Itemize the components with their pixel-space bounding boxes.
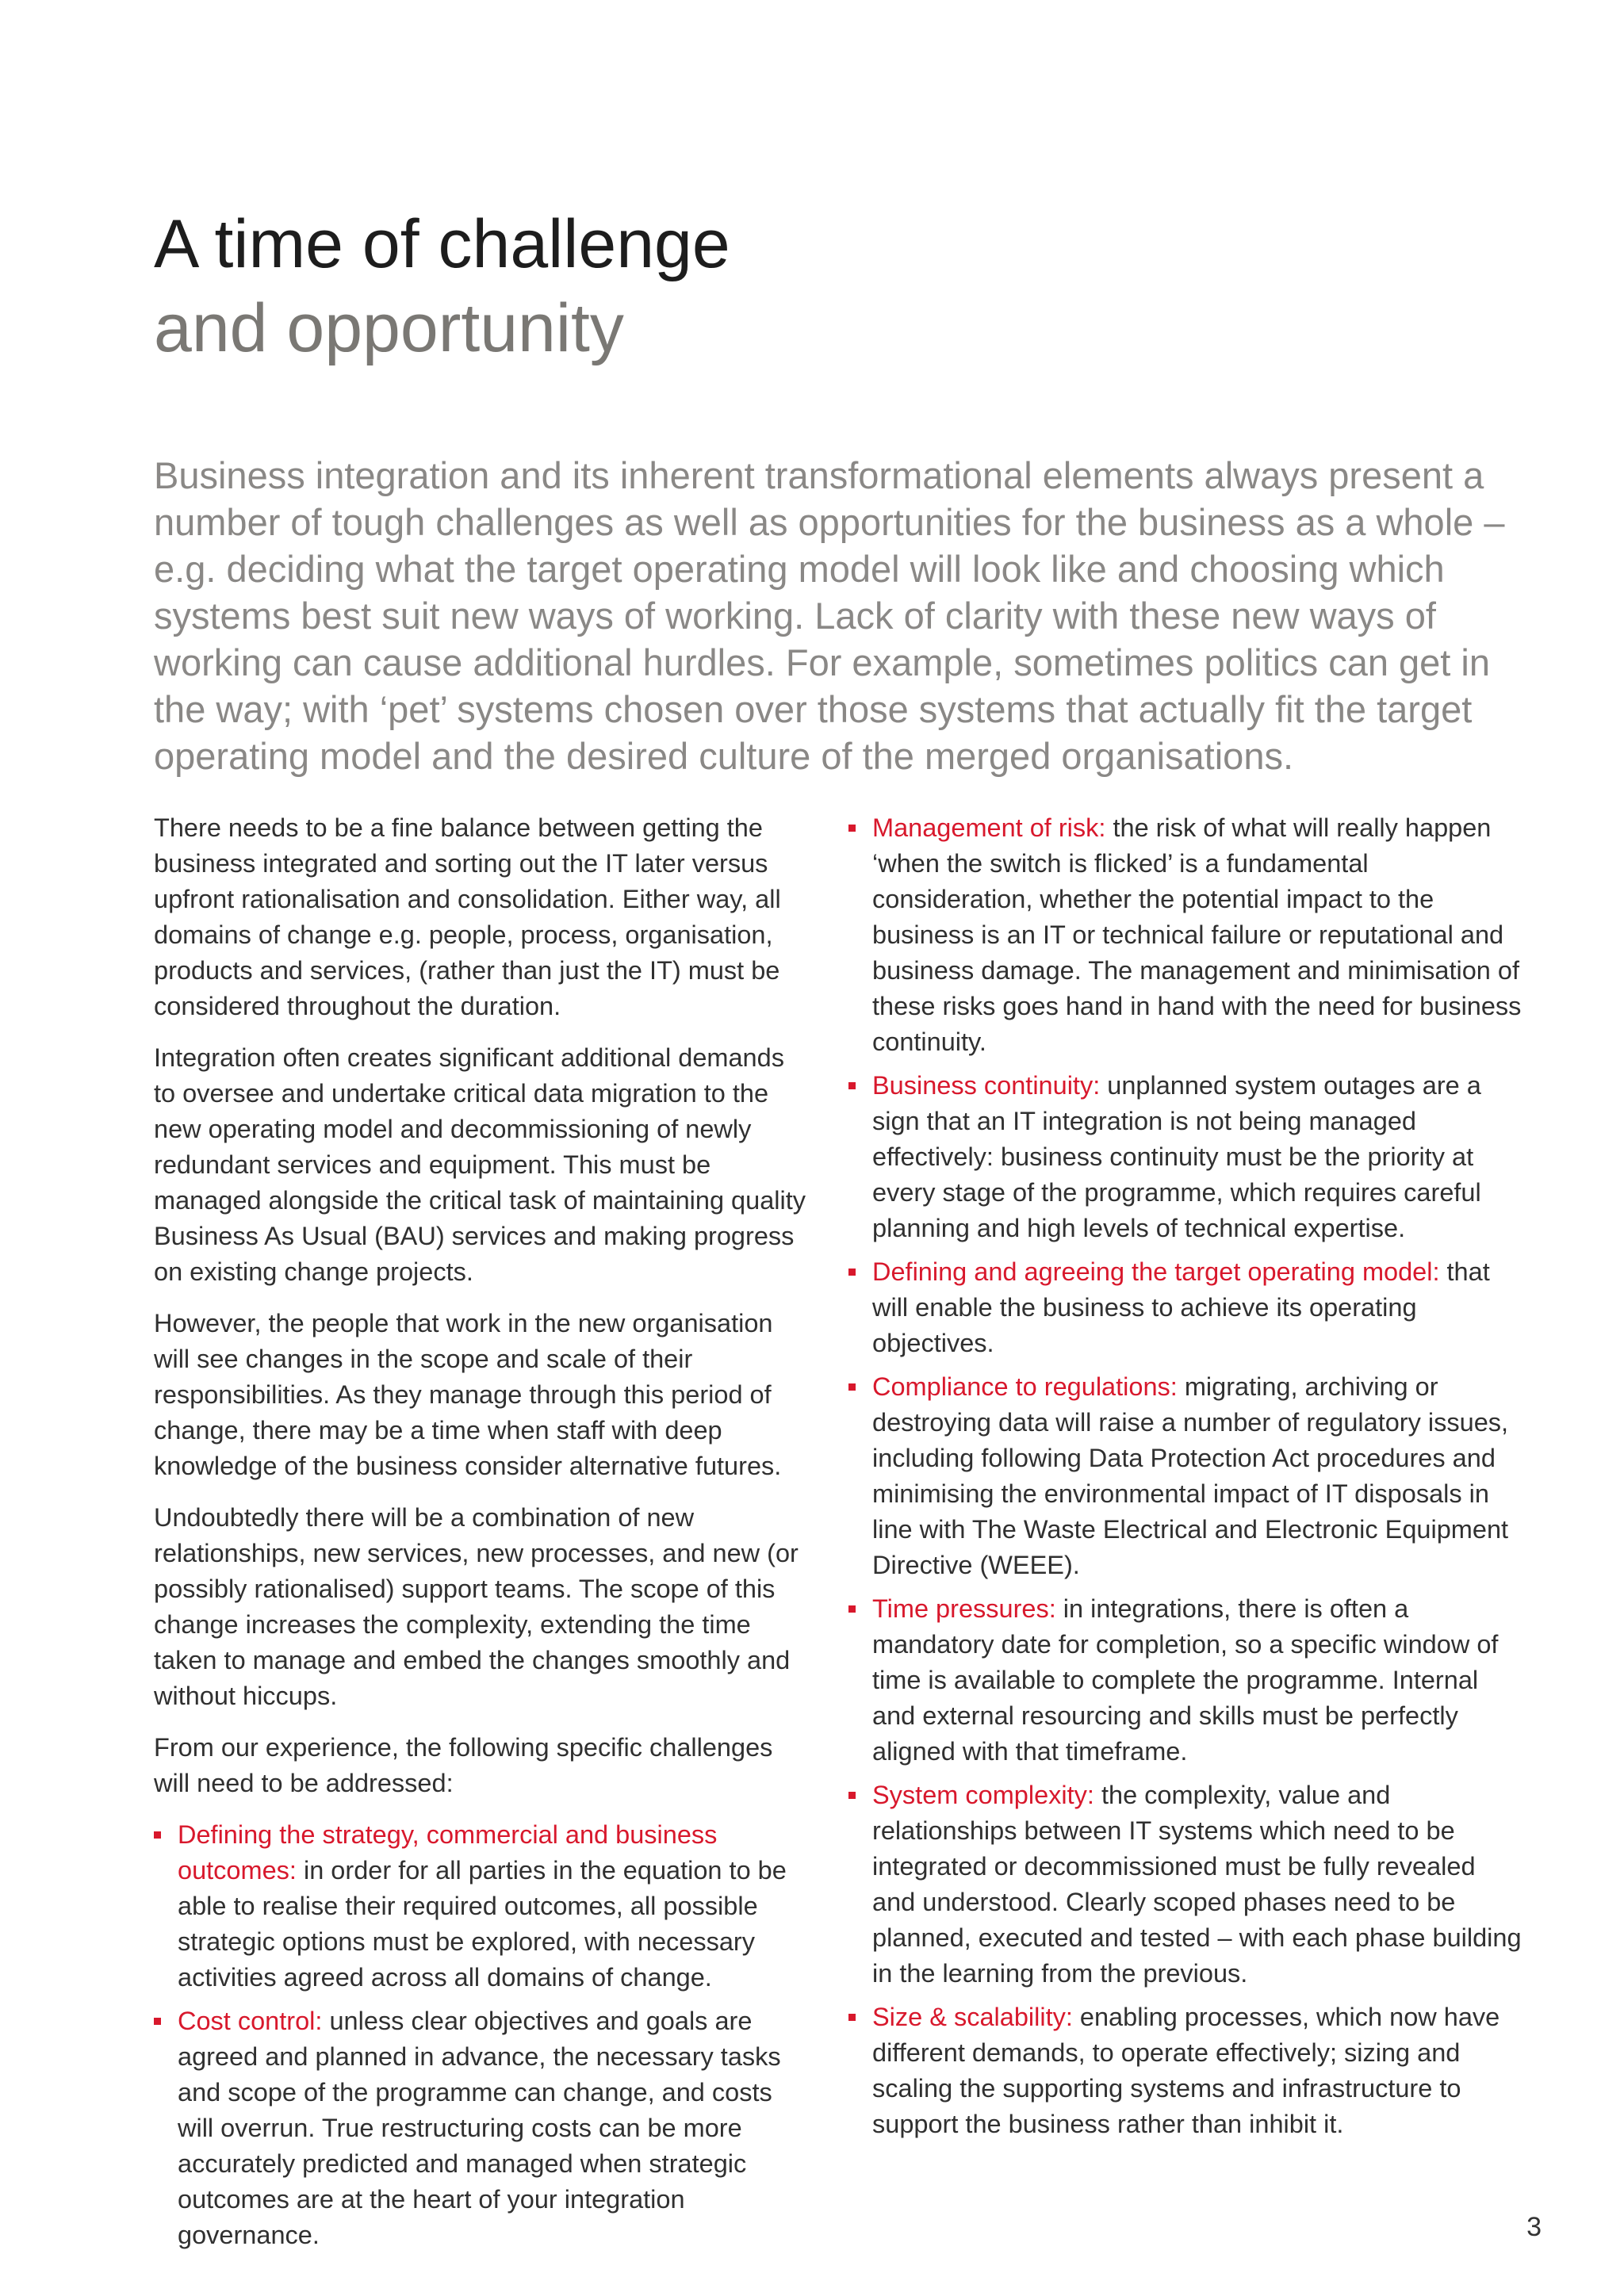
challenge-item xyxy=(154,1817,812,1996)
body-paragraph: Integration often creates significant additional demands to oversee and undertake critical data migration to the new operating model and decommissioning of newly redundant services and equipment. This must be managed alongside the critical task of maintaining quality Business As Usual (BAU) services and making progress on existing change projects. xyxy=(154,1043,806,1286)
challenge-term: System complexity: xyxy=(872,1781,1094,1809)
challenge-text: that will enable the business to achieve its operating objectives. xyxy=(872,1257,1490,1357)
challenge-text: unplanned system outages are a sign that an IT integration is not being managed effectively: business continuity must be the priority at every stage of the programme, which requires careful planning and high levels of technical expertise. xyxy=(872,1071,1481,1242)
challenge-item xyxy=(848,1068,1522,1246)
page-title xyxy=(154,202,730,370)
challenge-list-left xyxy=(154,1817,812,2253)
square-bullet-icon xyxy=(848,1605,856,1613)
left-column xyxy=(154,810,812,2261)
challenge-term: Management of risk: xyxy=(872,813,1106,842)
square-bullet-icon xyxy=(848,1082,856,1089)
challenge-text: the risk of what will really happen ‘when the switch is flicked’ is a fundamental consideration, whether the potential impact to the business is an IT or technical failure or reputational and business damage. The management and minimisation of these risks goes hand in hand with the need for business continuity. xyxy=(872,813,1522,1056)
challenge-term: Defining and agreeing the target operating model: xyxy=(872,1257,1440,1286)
challenge-item xyxy=(154,2003,812,2253)
challenge-term: Cost control: xyxy=(178,2007,323,2035)
challenge-term: Defining the strategy, commercial and business outcomes: xyxy=(178,1820,718,1885)
square-bullet-icon xyxy=(848,1269,856,1276)
body-paragraph: From our experience, the following specific challenges will need to be addressed: xyxy=(154,1733,773,1797)
challenge-text: in order for all parties in the equation to be able to realise their required outcomes, all possible strategic options must be explored, with necessary activities agreed across all domains of change. xyxy=(178,1856,787,1992)
challenge-term: Size & scalability: xyxy=(872,2003,1073,2031)
body-paragraph: Undoubtedly there will be a combination of new relationships, new services, new processes, and new (or possibly rationalised) support teams. The scope of this change increases the complexity, extending the time taken to manage and embed the changes smoothly and without hiccups. xyxy=(154,1503,799,1710)
challenge-text: enabling processes, which now have different demands, to operate effectively; sizing and scaling the supporting systems and infrastructure to support the business rather than inhibit it. xyxy=(872,2003,1500,2138)
square-bullet-icon xyxy=(848,2014,856,2021)
challenge-term: Compliance to regulations: xyxy=(872,1372,1178,1401)
right-column xyxy=(848,810,1522,2150)
challenge-item xyxy=(848,1369,1522,1583)
challenge-text: migrating, archiving or destroying data will raise a number of regulatory issues, including following Data Protection Act procedures and minimising the environmental impact of IT disposals in line with The Waste Electrical and Electronic Equipment Directive (WEEE). xyxy=(872,1372,1509,1579)
square-bullet-icon xyxy=(848,825,856,832)
challenge-text: unless clear objectives and goals are agreed and planned in advance, the necessary tasks and scope of the programme can change, and costs will overrun. True restructuring costs can be more accurately predicted and managed when strategic outcomes are at the heart of your integration governance. xyxy=(178,2007,781,2249)
body-paragraph: There needs to be a fine balance between getting the business integrated and sorting out the IT later versus upfront rationalisation and consolidation. Either way, all domains of change e.g. people, process, organisation, products and services, (rather than just the IT) must be considered throughout the duration. xyxy=(154,813,781,1020)
square-bullet-icon xyxy=(848,1792,856,1799)
challenge-term: Time pressures: xyxy=(872,1594,1056,1623)
challenge-item xyxy=(848,1777,1522,1992)
body-paragraph: However, the people that work in the new organisation will see changes in the scope and scale of their responsibilities. As they manage through this period of change, there may be a time when staff with deep knowledge of the business consider alternative futures. xyxy=(154,1309,782,1480)
challenge-list-right xyxy=(848,810,1522,2142)
intro-paragraph: Business integration and its inherent transformational elements always present a number of tough challenges as well as opportunities for the business as a whole – e.g. deciding what the target operating model will look like and choosing which systems best suit new ways of working. Lack of clarity with these new ways of working can cause additional hurdles. For example, sometimes politics can get in the way; with ‘pet’ systems chosen over those systems that actually fit the target operating model and the desired culture of the merged organisations. xyxy=(154,454,1505,777)
challenge-text: the complexity, value and relationships between IT systems which need to be integrated or decommissioned must be fully revealed and understood. Clearly scoped phases need to be planned, executed and tested – with each phase building in the learning from the previous. xyxy=(872,1781,1522,1988)
square-bullet-icon xyxy=(154,1831,161,1839)
challenge-term: Business continuity: xyxy=(872,1071,1101,1100)
challenge-item xyxy=(848,1254,1522,1361)
challenge-text: in integrations, there is often a mandatory date for completion, so a specific window of time is available to complete the programme. Internal and external resourcing and skills must be perfectly aligned with that timeframe. xyxy=(872,1594,1499,1766)
challenge-item xyxy=(848,1999,1522,2142)
challenge-item xyxy=(848,1591,1522,1770)
title-line-2: and opportunity xyxy=(154,290,624,366)
square-bullet-icon xyxy=(154,2018,161,2025)
page-number: 3 xyxy=(1526,2212,1542,2242)
title-line-1: A time of challenge xyxy=(154,206,730,282)
square-bullet-icon xyxy=(848,1383,856,1391)
challenge-item xyxy=(848,810,1522,1060)
